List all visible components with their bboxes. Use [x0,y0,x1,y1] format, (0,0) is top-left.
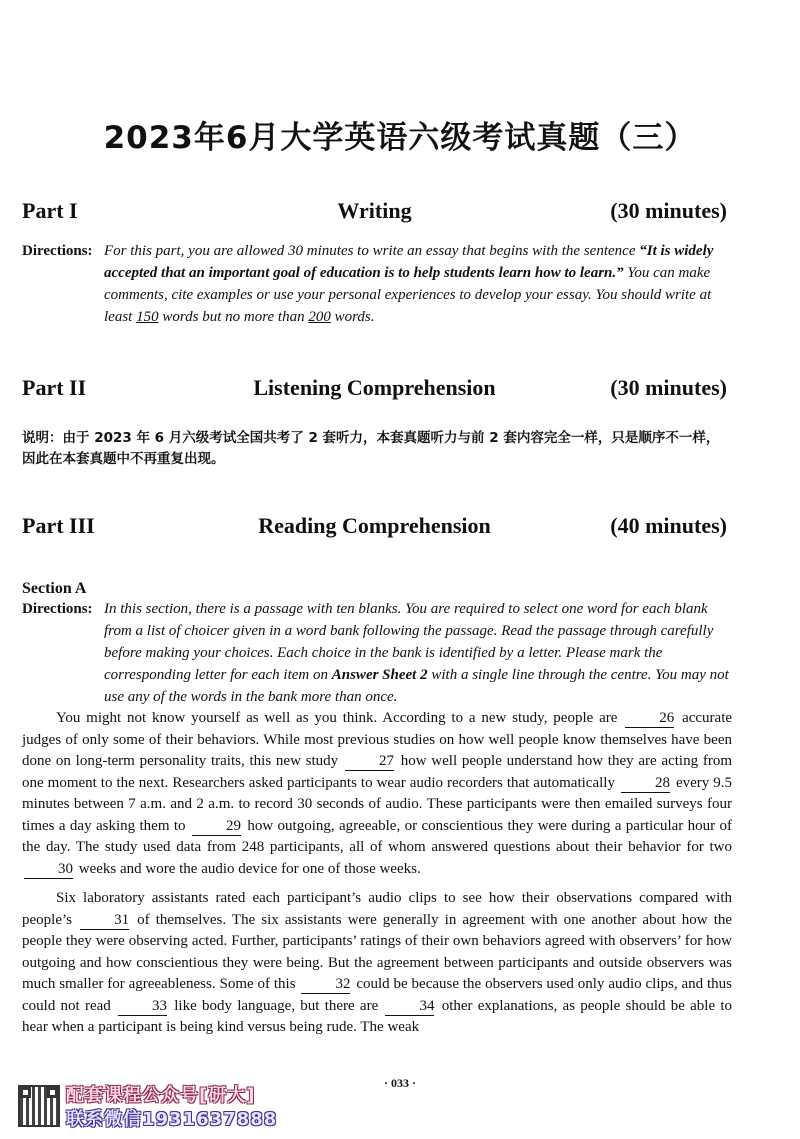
dir-text: For this part, you are allowed 30 minutes to write an essay that begins with the sentence [104,243,640,259]
passage-text: how well people understand how they are acting from one moment to the next. Researchers asked participants to wear audio recorders that automatically [22,753,733,791]
part3-directions-text [104,598,732,708]
passage-text: accurate judges of only some of their behaviors. While most previous studies on how well people know themselves have been done on long-term personality traits, this new study [22,710,733,769]
part3-label: Part III [22,513,95,538]
page-number: · 033 · [383,1076,416,1090]
ad-line-1: 配套课程公众号[研大] [66,1085,256,1106]
part2-name: Listening Comprehension [253,375,496,400]
blank-27[interactable]: 27 [345,753,394,771]
dir-text: words. [330,309,375,325]
blank-32[interactable]: 32 [301,976,350,994]
directions-label: Directions: [22,601,93,617]
passage-paragraph-2 [22,888,732,1039]
part1-time: (30 minutes) [610,198,727,223]
blank-33[interactable]: 33 [118,998,167,1016]
passage-text: how outgoing, agreeable, or conscientious they were during a particular hour of the day. The study used data from 248 participants, all of whom answered questions about their behavior for two [22,817,733,855]
part3-time: (40 minutes) [610,513,727,538]
min-words: 150 [136,309,159,325]
blank-34[interactable]: 34 [385,998,434,1016]
page-title: 2023年6月大学英语六级考试真题（三） [103,120,697,156]
ad-line-2: 联系微信1931637888 [66,1109,278,1130]
part2-label: Part II [22,375,87,400]
passage-text: could be because the observers used only audio clips, and thus could not read [22,976,732,1014]
part1-name: Writing [337,198,412,223]
passage-text: You might not know yourself as well as you think. According to a new study, people are [56,710,618,726]
blank-29[interactable]: 29 [192,818,241,836]
essay-prompt: “It is widely accepted that an important goal of education is to help students learn how to learn.” [104,243,714,281]
part3-header [22,513,727,543]
part1-header [22,198,727,228]
blank-30[interactable]: 30 [24,861,73,879]
max-words: 200 [308,309,331,325]
passage-text: of themselves. The six assistants were generally in agreement with one another about how the people they were observing acted. Further, participants’ ratings of their own behaviors agreed with observers’ for how outgoing and how conscientious they were being. But the agreement between participants and outside observers was much smaller for agreeableness. Some of this [22,911,733,992]
part2-time: (30 minutes) [610,375,727,400]
blank-28[interactable]: 28 [621,775,670,793]
qr-code-icon [18,1085,60,1127]
part2-header [22,375,727,405]
passage-text: every 9.5 minutes between 7 a.m. and 2 a.m. to record 30 seconds of audio. These participants were then emailed surveys four times a day asking them to [22,774,733,834]
part2-note: 说明：由于 2023 年 6 月六级考试全国共考了 2 套听力，本套真题听力与前 2 套内容完全一样，只是顺序不一样，因此在本套真题中不再重复出现。 [22,430,720,467]
dir-text: In this section, there is a passage with ten blanks. You are required to select one word for each blank from a list of choicer given in a word bank following the passage. Read the passage through carefully before making your choices. Each choice in the bank is identified by a letter. Please mark the corresponding letter for each item on [104,601,714,683]
section-a-title: Section A [22,580,87,597]
part1-directions-text [104,240,732,328]
dir-text: with a single line through the centre. You may not use any of the words in the bank more than once. [104,667,729,705]
part3-directions [22,598,732,708]
dir-text: words but no more than [158,309,309,325]
passage-paragraph-1 [22,708,732,880]
passage-text: weeks and wore the audio device for one of those weeks. [78,860,421,877]
reading-passage [22,708,732,1039]
answer-sheet-ref: Answer Sheet 2 [331,667,428,683]
passage-text: Six laboratory assistants rated each participant’s audio clips to see how their observations compared with people’s [22,890,732,928]
part1-label: Part I [22,198,78,223]
directions-label: Directions: [22,243,93,259]
part1-directions [22,240,732,328]
blank-26[interactable]: 26 [625,710,674,728]
part3-name: Reading Comprehension [258,513,491,538]
dir-text: You can make comments, cite examples or use your personal experiences to develop your essay. You should write at least [104,265,712,325]
passage-text: like body language, but there are [174,997,379,1014]
blank-31[interactable]: 31 [80,912,129,930]
passage-text: other explanations, as people should be able to hear when a participant is being kind versus being rude. The weak [22,997,732,1035]
